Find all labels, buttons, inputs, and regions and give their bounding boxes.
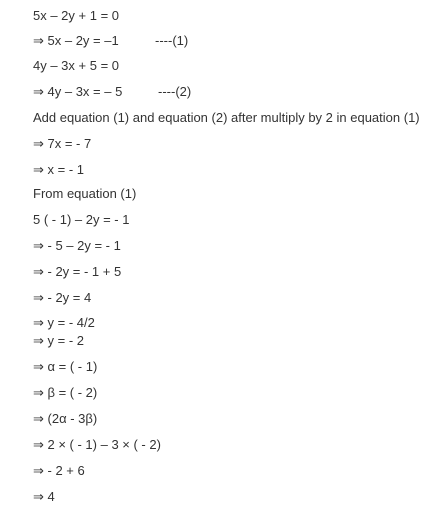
step-line-18: ⇒ 2 × ( - 1) – 3 × ( - 2) xyxy=(33,437,161,452)
equation-tag-2: ----(2) xyxy=(158,84,192,99)
step-line-8: From equation (1) xyxy=(33,186,137,201)
equation-line-1: 5x – 2y + 1 = 0 xyxy=(33,8,120,23)
step-line-20: ⇒ 4 xyxy=(33,489,55,504)
step-line-15: ⇒ α = ( - 1) xyxy=(33,359,98,374)
equation-line-4: ⇒ 4y – 3x = – 5 xyxy=(33,84,123,99)
step-line-13: ⇒ y = - 4/2 xyxy=(33,315,95,330)
step-line-16: ⇒ β = ( - 2) xyxy=(33,385,98,400)
instruction-line: Add equation (1) and equation (2) after multiply by 2 in equation (1) xyxy=(33,110,420,125)
step-line-7: ⇒ x = - 1 xyxy=(33,162,84,177)
step-line-10: ⇒ - 5 – 2y = - 1 xyxy=(33,238,121,253)
step-line-11: ⇒ - 2y = - 1 + 5 xyxy=(33,264,122,279)
step-line-19: ⇒ - 2 + 6 xyxy=(33,463,85,478)
step-line-17: ⇒ (2α - 3β) xyxy=(33,411,98,426)
step-line-9: 5 ( - 1) – 2y = - 1 xyxy=(33,212,130,227)
step-line-12: ⇒ - 2y = 4 xyxy=(33,290,92,305)
equation-line-3: 4y – 3x + 5 = 0 xyxy=(33,58,120,73)
step-line-6: ⇒ 7x = - 7 xyxy=(33,136,92,151)
step-line-14: ⇒ y = - 2 xyxy=(33,333,84,348)
equation-line-2: ⇒ 5x – 2y = –1 xyxy=(33,33,119,48)
equation-tag-1: ----(1) xyxy=(155,33,189,48)
